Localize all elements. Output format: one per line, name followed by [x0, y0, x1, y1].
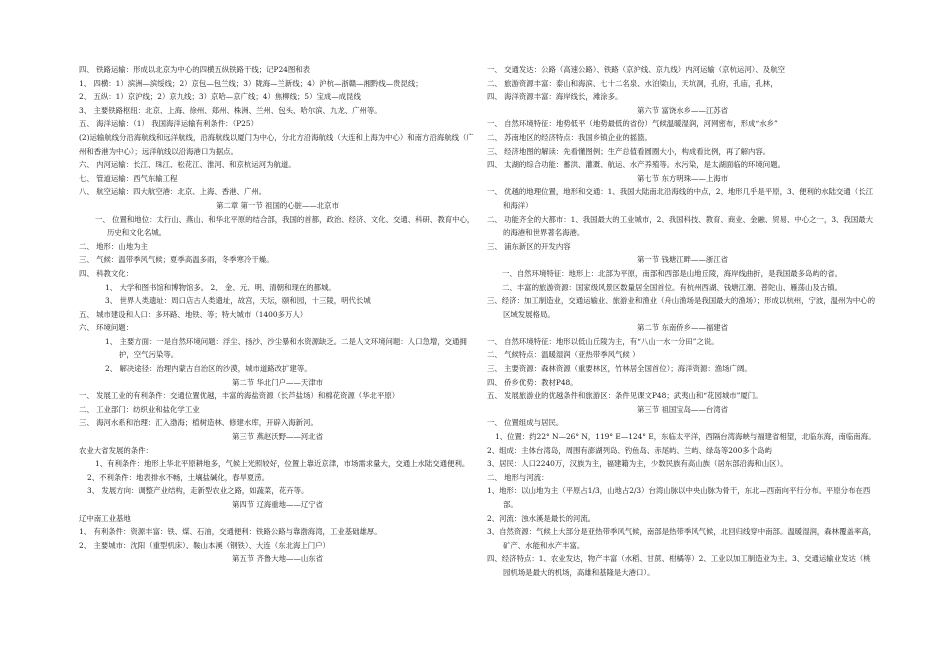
- text-line: 一、自然环境特征：地形上：北部为平原，南部和西部是山地丘陵，海岸线曲折，是我国最多岛屿的省。: [502, 268, 842, 278]
- text-line: 2、 主要城市：沈阳（重型机床）、鞍山本溪（钢铁）、大连（东北海上门户）: [79, 540, 330, 550]
- text-line: 二、 苏南地区的经济特点：我国乡镇企业的摇篮。: [487, 132, 652, 142]
- right-column: [487, 63, 878, 580]
- text-line: 辽中南工业基地: [79, 513, 131, 523]
- text-line: 四、 海洋资源丰富：海岸线长，滩涂多。: [487, 92, 623, 102]
- section-heading: 第四节 辽海重地——辽宁省: [231, 500, 324, 509]
- text-line: 一、 位置组成与居民。: [487, 418, 564, 428]
- text-line: 1、 主要方面：一是自然环境问题：浮尘、扬沙、沙尘暴和水资源缺乏。二是人文环境问题：人口急增，交通拥护，空气污染等。: [105, 336, 467, 360]
- text-line: 1、 大学和图书馆和博物馆多。 2、 金、元、明、清朝和现在的都城。: [105, 282, 336, 292]
- text-line: 1、地形：以山地为主（平原占1/3，山地占2/3）台湾山脉以中央山脉为骨干，东北—西南向平行分布。平原分布在西部。: [487, 486, 871, 509]
- text-line: 一、 交通发达：公路（高速公路）、铁路（京沪线、京九线）内河运输（京杭运河）、及航空: [487, 65, 785, 74]
- text-line: 三、 海河水系和治理：汇入渤海；植树造林、修建水库，开辟入海新河。: [79, 418, 318, 428]
- section-heading: 第七节 东方明珠——上海市: [636, 173, 729, 183]
- text-line: 二、 地形：山地为主: [79, 241, 148, 251]
- text-line: 五、 城市建设和人口：多环路、地铁、等；特大城市（1400多万人）: [79, 309, 308, 319]
- text-line: 3、居民：人口2240万，汉族为主，福建籍为主，少数民族有高山族（居东部沿海和山区）。: [487, 459, 788, 469]
- text-line: 3、 发展方向：调整产业结构，走新型农业之路，如蔬菜，花卉等。: [87, 486, 309, 496]
- text-line: 2、组成：主体台湾岛，周围有澎湖列岛、钓鱼岛、赤尾屿、兰屿、绿岛等200多个岛屿: [487, 445, 772, 455]
- text-line: 三、 浦东新区的开发内容: [487, 241, 571, 251]
- section-heading: 第一节 钱塘江畔——浙江省: [636, 255, 729, 265]
- text-line: 3、 世界人类遗址：周口店古人类遗址，故宫，天坛，颐和园，十三陵，明代长城: [105, 296, 371, 306]
- section-heading: 第二节 东南侨乡——福建省: [636, 323, 729, 333]
- text-line: 三、 主要资源：森林资源（重要林区，竹林居全国首位）；海洋资源：渔场广阔。: [487, 364, 752, 374]
- text-line: 3、 主要铁路枢纽：北京、上海、徐州、郑州、株洲、兰州、包头、哈尔滨、九龙、广州等。: [79, 105, 382, 115]
- text-line: 四、 铁路运输：形成以北京为中心的四横五纵铁路干线；记P24图和表: [79, 65, 311, 74]
- text-line: 农业大省发展的条件：: [79, 445, 153, 455]
- text-line: 二、 功能齐全的大都市：1、我国最大的工业城市，2、我国科技、教育、商业、金融、贸易、中心之一，3、我国最大的海港和世界著名海港。: [487, 214, 873, 238]
- text-line: 二、 地形与河流：: [487, 472, 549, 482]
- text-line: 五、 发展旅游业的优越条件和旅游区：条件见课文P48；武夷山和“花园城市”厦门。: [487, 391, 763, 401]
- text-line: 二、 气候特点：温暖湿润（亚热带季风气候 ）: [487, 350, 640, 360]
- section-heading: 第三节 祖国宝岛——台湾省: [636, 404, 729, 414]
- text-line: 五、 海洋运输：（1） 我国海洋运输有利条件：（P25）: [79, 119, 258, 129]
- text-line: 1、 四横：1）滨洲—滨绥线；2）京包—包兰线；3）陇海—兰新线；4）沪杭—浙赣—湘黔线—贵昆线；: [79, 78, 423, 88]
- text-line: 一、 位置和地位：太行山、燕山、和华北平原的结合部，我国的首都，政治、经济、文化、交通、科研、教育中心，历史和文化名城。: [95, 214, 475, 238]
- text-line: 2、不利条件：地表排水不畅，土壤盐碱化，春旱夏涝。: [87, 472, 270, 482]
- text-line: 三、经济：加工制造业，交通运输业、旅游业和渔业（舟山渔场是我国最大的渔场）；形成以杭州，宁波，温州为中心的区域发展格局。: [487, 296, 876, 319]
- text-line: 二、丰富的旅游资源：国家级风景区数量居全国首位。有杭州西湖、钱塘江潮、普陀山、雁荡山及古镇。: [502, 282, 842, 292]
- section-heading: 第二节 华北门户——天津市: [231, 377, 324, 387]
- text-line: 七、 管道运输：西气东输工程: [79, 173, 178, 183]
- text-line: 一、 自然环境特征：地形以低山丘陵为主，有“八山一水一分田”之说。: [487, 336, 719, 346]
- section-heading: 第三节 燕赵沃野——河北省: [231, 432, 324, 442]
- text-line: 二、 工业部门：纺织业和盐化学工业: [79, 404, 200, 414]
- text-line: 2、 五纵：1）京沪线；2）京九线；3）京哈—京广线；4）焦柳线；5）宝成—成昆线: [79, 92, 361, 102]
- text-line: 一、 优越的地理位置，地形和交通：1、我国大陆南北沿海线的中点，2、地形几乎是平原，3、便利的水陆交通（长江和海洋）: [487, 187, 873, 210]
- text-line: 一、 自然环境特征：地势低平（地势最低的省份）气候温暖湿润，河网密布，形成“水乡”: [487, 119, 778, 129]
- text-line: 四、 太湖的综合功能：蓄洪、灌溉、航运、水产养殖等。水污染，是太湖面临的环境问题。: [487, 160, 785, 170]
- section-heading: 第五节 齐鲁大地——山东省: [231, 554, 324, 564]
- text-line: 二、 旅游资源丰富：泰山和海滨、七十二名泉、水泊梁山，天坑洞，孔府，孔庙，孔林，: [487, 78, 778, 88]
- text-line: 1、位置：约22° N—26° N，119° E—124° E，东临太平洋，西隔台湾海峡与福建省相望，北临东海，南临南海。: [495, 432, 876, 442]
- text-line: 四、经济特点：1、农业发达，物产丰富（水稻、甘蔗、柑橘等）2、工业以加工制造业为主。3、交通运输业发达（桃园机场是最大的机场，高雄和基隆是大港口）。: [487, 554, 871, 577]
- text-line: 三、 气候：温带季风气候；夏季高温多雨，冬季寒冷干燥。: [79, 255, 274, 265]
- text-line: 2、河流：浊水溪是最长的河流。: [487, 513, 596, 523]
- text-line: 六、 内河运输：长江、珠江、松花江、淮河、和京杭运河为航道。: [79, 160, 296, 170]
- section-heading: 第六节 富饶水乡——江苏省: [636, 105, 729, 115]
- left-column: [79, 63, 476, 566]
- text-line: 1、有利条件：地形上华北平原耕地多，气候上光照较好，位置上靠近京津，市场需求量大，交通上水陆交通便利。: [95, 459, 470, 469]
- text-line: (2)运输航线分沿海航线和远洋航线，沿海航线以厦门为中心，分北方沿海航线（大连和上海为中心）和南方沿海航线（广州和香港为中心）；远洋航线以沿海港口为据点。: [79, 132, 474, 156]
- text-line: 四、 科教文化：: [79, 268, 134, 278]
- section-heading: 第二章 第一节 祖国的心脏——北京市: [216, 200, 339, 210]
- text-line: 三、 经济地图的解读：先看懂图例；生产总值看圆圈大小，构成看比例，再了解内容。: [487, 146, 771, 156]
- text-line: 六、 环境问题：: [79, 323, 134, 333]
- text-line: 四、 侨乡优势：教材P48。: [487, 377, 578, 387]
- text-line: 1、 有利条件：资源丰富：铁、煤、石油，交通便利：铁路公路与靠渤海湾，工业基础雄厚。: [79, 527, 382, 537]
- text-line: 3、自然资源：气候上大部分是亚热带季风气候，南部是热带季风气候，北回归线穿中南部。温暖湿润，森林覆盖率高，矿产、水能和水产丰富。: [487, 527, 877, 550]
- text-line: 2、 解决途径：治理内蒙古自治区的沙漠，城市道路改扩建等。: [105, 364, 312, 374]
- text-line: 一、 发展工业的有利条件：交通位置优越，丰富的海盐资源（长芦盐场）和棉花资源（华北平原）: [79, 391, 400, 401]
- text-line: 八、 航空运输：四大航空港：北京、上海、香港、广州。: [79, 187, 267, 197]
